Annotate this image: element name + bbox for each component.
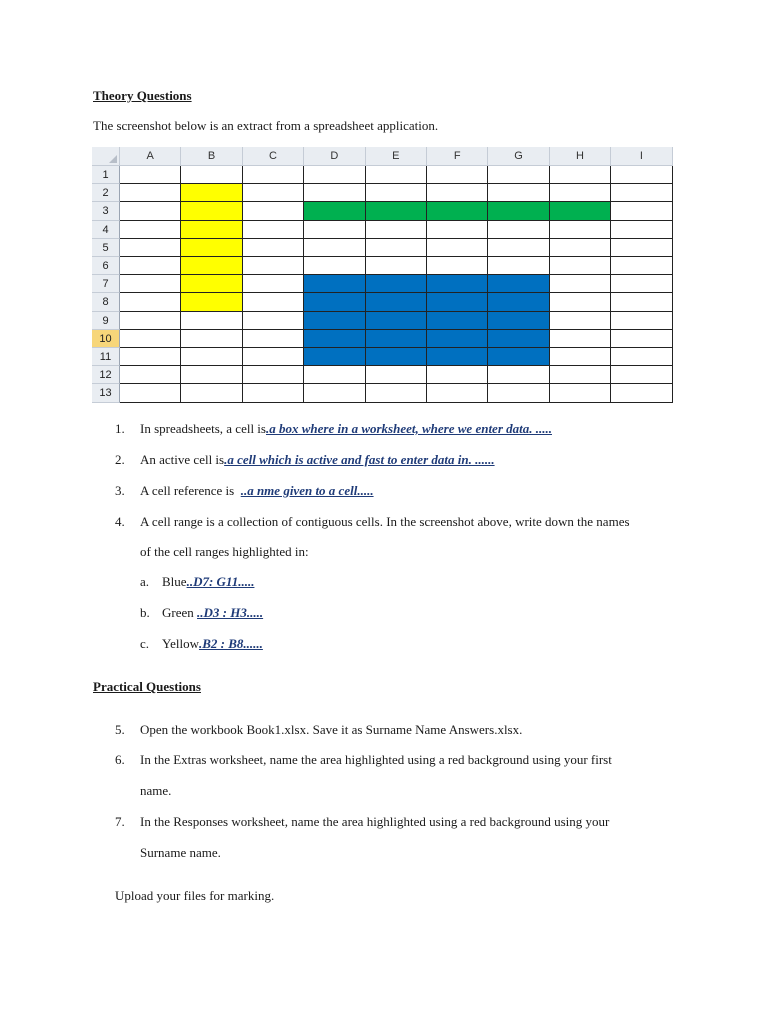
- cell-d6: [304, 257, 365, 275]
- question-number: 7.: [115, 814, 125, 829]
- cell-e11: [366, 348, 427, 366]
- row-header-2: 2: [92, 184, 120, 202]
- cell-i1: [611, 166, 672, 184]
- cell-c9: [243, 312, 304, 330]
- cell-b2: [181, 184, 242, 202]
- cell-g8: [488, 293, 549, 311]
- cell-h7: [550, 275, 611, 293]
- cell-c4: [243, 221, 304, 239]
- cell-c13: [243, 384, 304, 402]
- cell-i6: [611, 257, 672, 275]
- cell-f11: [427, 348, 488, 366]
- cell-e9: [366, 312, 427, 330]
- cell-c2: [243, 184, 304, 202]
- row-header-12: 12: [92, 366, 120, 384]
- cell-h2: [550, 184, 611, 202]
- sub-letter: b.: [140, 605, 150, 620]
- cell-g2: [488, 184, 549, 202]
- cell-e8: [366, 293, 427, 311]
- cell-d1: [304, 166, 365, 184]
- cell-g6: [488, 257, 549, 275]
- cell-e5: [366, 239, 427, 257]
- column-header-b: B: [181, 147, 242, 166]
- row-header-5: 5: [92, 239, 120, 257]
- cell-c3: [243, 202, 304, 220]
- answer-text: .a cell which is active and fast to enter data in. ......: [224, 452, 495, 467]
- cell-b12: [181, 366, 242, 384]
- row-header-6: 6: [92, 257, 120, 275]
- sub-letter: a.: [140, 574, 150, 589]
- cell-b8: [181, 293, 242, 311]
- question-text: Open the workbook Book1.xlsx. Save it as Surname Name Answers.xlsx.: [140, 722, 523, 737]
- cell-b5: [181, 239, 242, 257]
- cell-d2: [304, 184, 365, 202]
- row-header-9: 9: [92, 312, 120, 330]
- question-number: 5.: [115, 722, 125, 737]
- question-4-continued: of the cell ranges highlighted in:: [140, 544, 309, 559]
- answer-text: ..D3 : H3.....: [197, 605, 264, 620]
- cell-c11: [243, 348, 304, 366]
- spreadsheet-screenshot: [92, 147, 676, 404]
- cell-g3: [488, 202, 549, 220]
- column-header-g: G: [488, 147, 549, 166]
- cell-f6: [427, 257, 488, 275]
- row-header-8: 8: [92, 293, 120, 311]
- question-text: A cell range is a collection of contiguous cells. In the screenshot above, write down the names: [140, 514, 630, 529]
- cell-f10: [427, 330, 488, 348]
- cell-c1: [243, 166, 304, 184]
- cell-f1: [427, 166, 488, 184]
- cell-a11: [120, 348, 181, 366]
- cell-d12: [304, 366, 365, 384]
- cell-i11: [611, 348, 672, 366]
- cell-e7: [366, 275, 427, 293]
- cell-a8: [120, 293, 181, 311]
- column-header-i: I: [611, 147, 672, 166]
- cell-d9: [304, 312, 365, 330]
- question-number: 1.: [115, 421, 125, 436]
- cell-g13: [488, 384, 549, 402]
- question-number: 6.: [115, 752, 125, 767]
- sub-label: Green: [162, 605, 198, 620]
- cell-c10: [243, 330, 304, 348]
- cell-b1: [181, 166, 242, 184]
- cell-a7: [120, 275, 181, 293]
- cell-i13: [611, 384, 672, 402]
- cell-b7: [181, 275, 242, 293]
- question-text: In spreadsheets, a cell is: [140, 421, 266, 436]
- cell-b4: [181, 221, 242, 239]
- intro-text: The screenshot below is an extract from a spreadsheet application.: [93, 118, 439, 133]
- question-text: A cell reference is: [140, 483, 241, 498]
- cell-h6: [550, 257, 611, 275]
- cell-f3: [427, 202, 488, 220]
- cell-a6: [120, 257, 181, 275]
- column-header-c: C: [243, 147, 304, 166]
- question-6-continued: name.: [140, 783, 172, 798]
- cell-f8: [427, 293, 488, 311]
- select-all-corner: [92, 147, 120, 166]
- answer-text: .a box where in a worksheet, where we enter data. .....: [265, 421, 552, 436]
- cell-b13: [181, 384, 242, 402]
- cell-d13: [304, 384, 365, 402]
- cell-h13: [550, 384, 611, 402]
- cell-g9: [488, 312, 549, 330]
- cell-h4: [550, 221, 611, 239]
- cell-e4: [366, 221, 427, 239]
- cell-d8: [304, 293, 365, 311]
- cell-a12: [120, 366, 181, 384]
- cell-e6: [366, 257, 427, 275]
- cell-i8: [611, 293, 672, 311]
- cell-d5: [304, 239, 365, 257]
- cell-e2: [366, 184, 427, 202]
- cell-d11: [304, 348, 365, 366]
- cell-g10: [488, 330, 549, 348]
- cell-g12: [488, 366, 549, 384]
- cell-c5: [243, 239, 304, 257]
- column-header-h: H: [550, 147, 611, 166]
- cell-i12: [611, 366, 672, 384]
- upload-instruction: Upload your files for marking.: [115, 888, 275, 903]
- cell-g5: [488, 239, 549, 257]
- row-header-10: 10: [92, 330, 120, 348]
- row-header-4: 4: [92, 221, 120, 239]
- cell-d4: [304, 221, 365, 239]
- cell-h3: [550, 202, 611, 220]
- theory-heading: Theory Questions: [93, 88, 192, 103]
- cell-e13: [366, 384, 427, 402]
- question-text: In the Responses worksheet, name the area highlighted using a red background using your: [140, 814, 610, 829]
- answer-text: ..a nme given to a cell.....: [240, 483, 374, 498]
- column-header-e: E: [366, 147, 427, 166]
- row-header-1: 1: [92, 166, 120, 184]
- cell-b9: [181, 312, 242, 330]
- practical-heading: Practical Questions: [93, 679, 201, 694]
- question-text: An active cell is: [140, 452, 225, 467]
- cell-g4: [488, 221, 549, 239]
- cell-i4: [611, 221, 672, 239]
- cell-g1: [488, 166, 549, 184]
- cell-a13: [120, 384, 181, 402]
- question-text: In the Extras worksheet, name the area highlighted using a red background using your first: [140, 752, 612, 767]
- question-number: 3.: [115, 483, 125, 498]
- cell-g11: [488, 348, 549, 366]
- question-7-continued: Surname name.: [140, 845, 221, 860]
- cell-c7: [243, 275, 304, 293]
- cell-e12: [366, 366, 427, 384]
- answer-text: ..D7: G11.....: [186, 574, 255, 589]
- cell-g7: [488, 275, 549, 293]
- cell-a10: [120, 330, 181, 348]
- cell-a1: [120, 166, 181, 184]
- column-header-d: D: [304, 147, 365, 166]
- cell-f9: [427, 312, 488, 330]
- cell-c12: [243, 366, 304, 384]
- cell-d10: [304, 330, 365, 348]
- cell-h1: [550, 166, 611, 184]
- cell-a4: [120, 221, 181, 239]
- cell-a9: [120, 312, 181, 330]
- cell-i3: [611, 202, 672, 220]
- cell-a2: [120, 184, 181, 202]
- row-header-7: 7: [92, 275, 120, 293]
- cell-f12: [427, 366, 488, 384]
- cell-f5: [427, 239, 488, 257]
- cell-a5: [120, 239, 181, 257]
- sub-label: Blue: [162, 574, 187, 589]
- cell-d3: [304, 202, 365, 220]
- cell-e3: [366, 202, 427, 220]
- cell-h8: [550, 293, 611, 311]
- cell-c8: [243, 293, 304, 311]
- cell-i2: [611, 184, 672, 202]
- cell-f7: [427, 275, 488, 293]
- cell-f2: [427, 184, 488, 202]
- row-header-11: 11: [92, 348, 120, 366]
- cell-c6: [243, 257, 304, 275]
- cell-e10: [366, 330, 427, 348]
- cell-h9: [550, 312, 611, 330]
- column-header-f: F: [427, 147, 488, 166]
- question-number: 4.: [115, 514, 125, 529]
- cell-h5: [550, 239, 611, 257]
- cell-f4: [427, 221, 488, 239]
- cell-h12: [550, 366, 611, 384]
- cell-d7: [304, 275, 365, 293]
- row-header-13: 13: [92, 384, 120, 402]
- cell-b11: [181, 348, 242, 366]
- cell-h11: [550, 348, 611, 366]
- row-header-3: 3: [92, 202, 120, 220]
- answer-text: .B2 : B8......: [198, 636, 263, 651]
- column-header-a: A: [120, 147, 181, 166]
- sub-letter: c.: [140, 636, 150, 651]
- cell-a3: [120, 202, 181, 220]
- cell-b3: [181, 202, 242, 220]
- cell-e1: [366, 166, 427, 184]
- cell-f13: [427, 384, 488, 402]
- cell-i7: [611, 275, 672, 293]
- cell-h10: [550, 330, 611, 348]
- question-number: 2.: [115, 452, 125, 467]
- cell-i9: [611, 312, 672, 330]
- cell-b6: [181, 257, 242, 275]
- cell-i10: [611, 330, 672, 348]
- cell-i5: [611, 239, 672, 257]
- cell-b10: [181, 330, 242, 348]
- sub-label: Yellow: [162, 636, 199, 651]
